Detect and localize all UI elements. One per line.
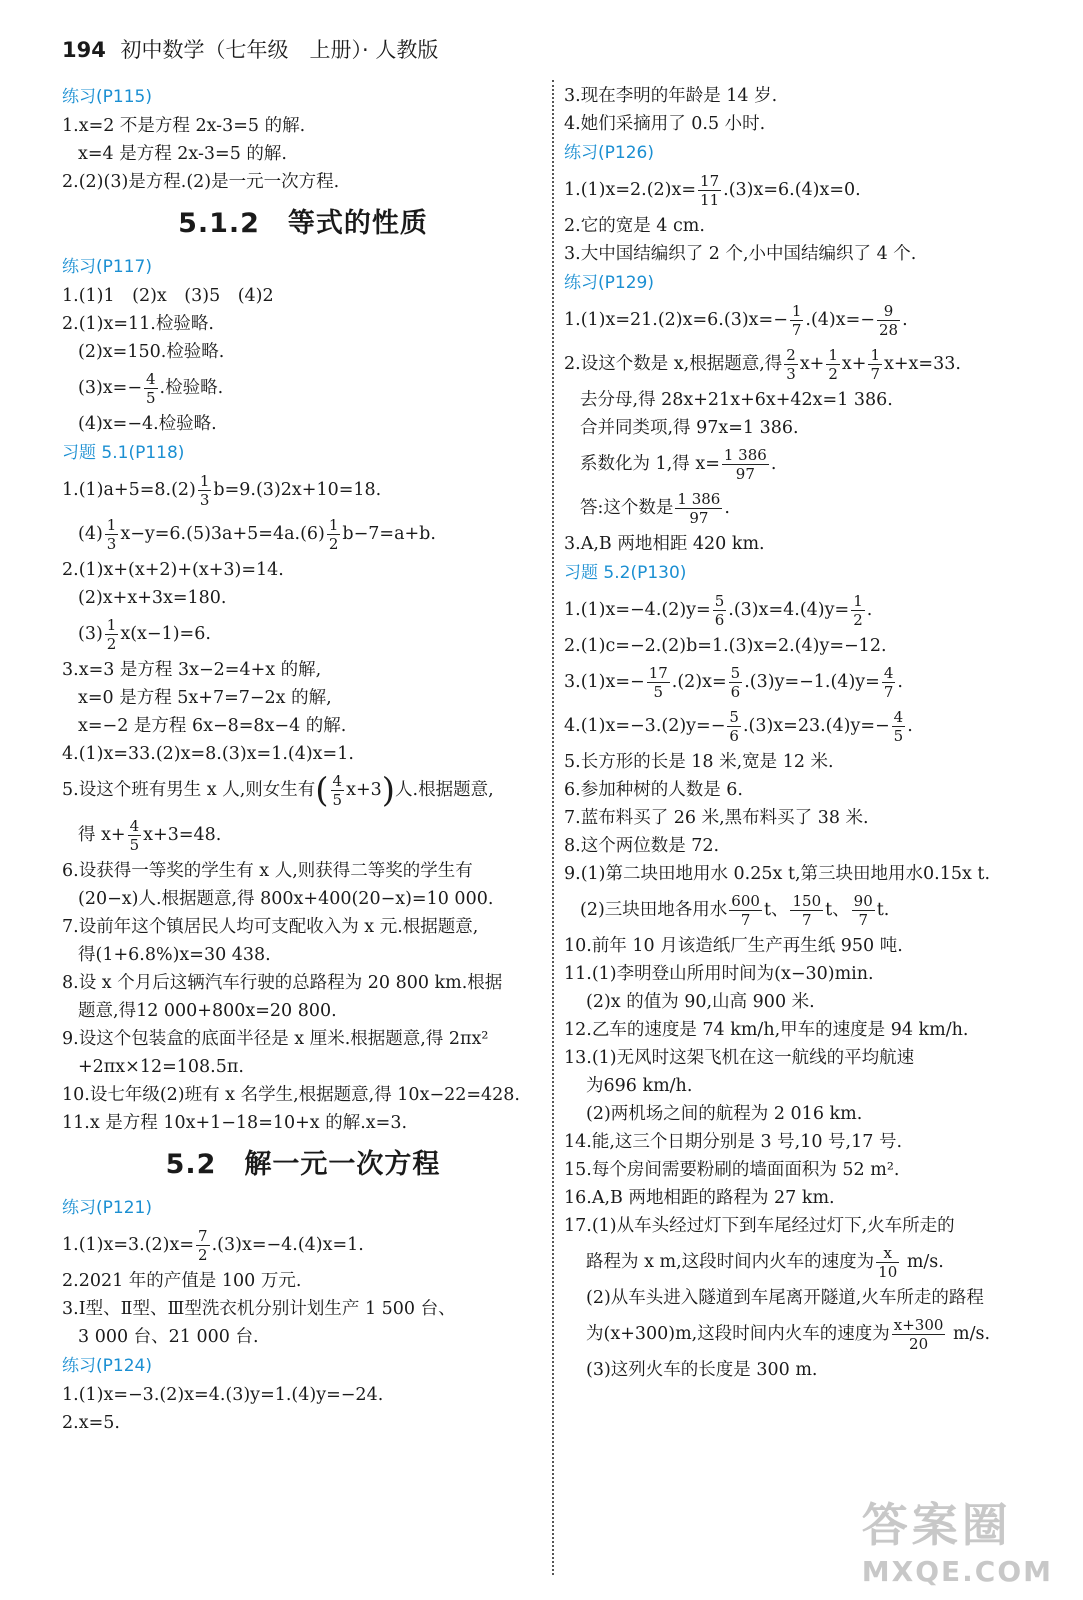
denominator: 2: [828, 365, 838, 383]
text: .: [866, 600, 873, 620]
section-label: 练习(P121): [62, 1197, 152, 1218]
answer-line: 2.2021 年的产值是 100 万元.: [62, 1270, 302, 1291]
text: (3): [78, 624, 103, 644]
denominator: 3: [199, 491, 210, 509]
answer-line: 2.它的宽是 4 cm.: [564, 216, 705, 236]
numerator: 4: [129, 816, 140, 835]
text: t.: [876, 900, 890, 920]
answer-line: 2.(1)x+(x+2)+(x+3)=14.: [62, 560, 284, 580]
fraction: [876, 1244, 899, 1281]
answer-line: 1.(1)x=−3.(2)x=4.(3)y=1.(4)y=−24.: [62, 1384, 384, 1405]
fraction: [105, 616, 119, 653]
text: .: [724, 498, 730, 518]
text: .检验略.: [159, 378, 224, 398]
numerator: 17: [648, 664, 668, 682]
numerator: 4: [883, 664, 894, 682]
text: m/s.: [947, 1324, 991, 1344]
right-column: [564, 82, 1044, 1384]
text: x+3=48.: [143, 824, 222, 845]
text: 1.(1)x=2.(2)x=: [564, 180, 697, 200]
numerator: 1: [199, 472, 210, 490]
numerator: 1: [828, 346, 838, 364]
numerator: 4: [145, 370, 156, 388]
numerator: 90: [853, 892, 873, 910]
answer-line: 15.每个房间需要粉刷的墙面面积为 52 m².: [564, 1160, 900, 1180]
numerator: 7: [198, 1226, 208, 1245]
denominator: 7: [740, 911, 751, 929]
numerator: 9: [877, 302, 900, 321]
text: x+3: [346, 780, 382, 800]
answer-line: [564, 442, 1044, 486]
answer-line: 去分母,得 28x+21x+6x+42x=1 386.: [580, 390, 893, 410]
answer-line: [62, 512, 544, 556]
denominator: 5: [893, 727, 904, 745]
text: x+: [799, 354, 825, 374]
answer-line: 3.x=3 是方程 3x−2=4+x 的解,: [62, 660, 322, 680]
answer-line: (2)x=150.检验略.: [78, 342, 225, 362]
fraction: [327, 516, 341, 553]
answer-line: 3.A,B 两地相距 420 km.: [564, 534, 765, 554]
watermark-url: MXQE.COM: [861, 1555, 1053, 1588]
answer-line: 16.A,B 两地相距的路程为 27 km.: [564, 1188, 835, 1208]
denominator: 3: [786, 365, 796, 383]
answer-line: 12.乙车的速度是 74 km/h,甲车的速度是 94 km/h.: [564, 1020, 969, 1040]
left-paren: (: [315, 770, 329, 811]
answer-line: (2)x+x+3x=180.: [78, 588, 227, 608]
text: b=9.(3)2x+10=18.: [213, 480, 382, 500]
text: .: [770, 454, 777, 474]
fraction: [128, 817, 142, 854]
denominator: 3: [106, 535, 117, 553]
text: 1.(1)x=−4.(2)y=: [564, 600, 711, 620]
answer-line: x=0 是方程 5x+7=7−2x 的解,: [78, 688, 332, 708]
page-number: 194: [62, 38, 106, 62]
answer-line: 3.Ⅰ型、Ⅱ型、Ⅲ型洗衣机分别计划生产 1 500 台、: [62, 1298, 456, 1319]
numerator: 17: [700, 172, 720, 190]
denominator: 10: [878, 1263, 898, 1281]
answer-line: 为696 km/h.: [586, 1076, 693, 1096]
column-divider: [552, 80, 554, 1575]
answer-line: 2.(2)(3)是方程.(2)是一元一次方程.: [62, 172, 340, 192]
answer-line: 7.设前年这个镇居民人均可支配收入为 x 元.根据题意,: [62, 916, 479, 937]
text: 2.设这个数是 x,根据题意,得: [564, 354, 783, 374]
watermark: [862, 1489, 1053, 1588]
answer-line: 11.x 是方程 10x+1−18=10+x 的解.x=3.: [62, 1112, 408, 1133]
fraction: [675, 490, 722, 527]
text: (3)x=−: [78, 378, 142, 398]
answer-line: 2.(1)c=−2.(2)b=1.(3)x=2.(4)y=−12.: [564, 636, 887, 656]
text: 人.根据题意,: [395, 780, 494, 800]
fraction: [196, 1227, 210, 1264]
answer-line: 11.(1)李明登山所用时间为(x−30)min.: [564, 964, 874, 984]
fraction: [198, 472, 212, 509]
fraction: [790, 302, 804, 339]
numerator: 1: [328, 516, 339, 534]
answer-line: 8.设 x 个月后这辆汽车行驶的总路程为 20 800 km.根据: [62, 972, 503, 993]
answer-line: 9.(1)第二块田地用水 0.25x t,第三块田地用水0.15x t.: [564, 864, 991, 884]
denominator: 7: [858, 911, 868, 929]
answer-line: [564, 888, 1044, 932]
text: x(x−1)=6.: [120, 624, 211, 644]
denominator: 2: [328, 535, 339, 553]
text: .(2)x=: [671, 672, 727, 692]
answer-line: x=4 是方程 2x-3=5 的解.: [78, 144, 287, 164]
text: b−7=a+b.: [342, 524, 436, 544]
answer-line: 9.设这个包装盒的底面半径是 x 厘米.根据题意,得 2πx²: [62, 1028, 489, 1049]
answer-line: [564, 1240, 1044, 1284]
answer-line: [62, 1223, 544, 1267]
answer-line: [564, 486, 1044, 530]
fraction: [868, 346, 882, 383]
fraction: [784, 346, 798, 383]
answer-line: +2πx×12=108.5π.: [78, 1056, 244, 1077]
answer-line: 7.蓝布料买了 26 米,黑布料买了 38 米.: [564, 808, 869, 828]
answer-line: 17.(1)从车头经过灯下到车尾经过灯下,火车所走的: [564, 1216, 955, 1236]
answer-line: 2.x=5.: [62, 1412, 120, 1433]
watermark-text: 答案圈: [861, 1498, 1012, 1552]
denominator: 7: [802, 911, 812, 929]
denominator: 28: [878, 321, 899, 339]
text: .(3)x=4.(4)y=: [728, 600, 850, 620]
answer-line: 2.(1)x=11.检验略.: [62, 314, 214, 334]
fraction: [892, 1316, 946, 1353]
text: .: [897, 672, 903, 692]
answer-line: [564, 342, 1044, 386]
answer-line: 14.能,这三个日期分别是 3 号,10 号,17 号.: [564, 1132, 903, 1152]
text: 答:这个数是: [580, 498, 674, 518]
numerator: 5: [714, 592, 725, 610]
numerator: 1: [870, 346, 880, 364]
section-label: 练习(P129): [564, 273, 654, 293]
answer-line: (4)x=−4.检验略.: [78, 414, 217, 434]
answer-line: x=−2 是方程 6x−8=8x−4 的解.: [78, 716, 347, 736]
fraction: [144, 370, 158, 407]
section-label: 练习(P117): [62, 257, 152, 277]
text: x+: [841, 354, 867, 374]
answer-line: [564, 588, 1044, 632]
answer-line: 10.设七年级(2)班有 x 名学生,根据题意,得 10x−22=428.: [62, 1084, 520, 1105]
answer-line: [62, 366, 544, 410]
text: .(3)y=−1.(4)y=: [744, 672, 880, 692]
answer-line: 1.(1)1 (2)x (3)5 (4)2: [62, 286, 274, 306]
text: 系数化为 1,得 x=: [580, 454, 720, 474]
answer-line: 3.现在李明的年龄是 14 岁.: [564, 86, 778, 106]
answer-line: (2)两机场之间的航程为 2 016 km.: [586, 1104, 863, 1124]
answer-line: [564, 168, 1044, 212]
numerator: x: [876, 1244, 899, 1263]
answer-line: 题意,得12 000+800x=20 800.: [78, 1000, 337, 1021]
answer-line: 8.这个两位数是 72.: [564, 836, 720, 856]
fraction: [331, 772, 345, 809]
answer-line: 10.前年 10 月该造纸厂生产再生纸 950 吨.: [564, 936, 903, 956]
fraction: [727, 708, 741, 745]
denominator: 7: [883, 683, 894, 701]
text: m/s.: [901, 1252, 944, 1272]
denominator: 20: [909, 1335, 929, 1353]
denominator: 2: [198, 1245, 208, 1264]
fraction: [882, 664, 896, 701]
numerator: 1: [853, 592, 863, 610]
fraction: [826, 346, 840, 383]
text: .(3)x=6.(4)x=0.: [723, 180, 861, 200]
fraction: [892, 708, 906, 745]
section-label: 练习(P115): [62, 87, 152, 107]
answer-line: 6.参加种树的人数是 6.: [564, 780, 743, 800]
answer-line: 13.(1)无风时这架飞机在这一航线的平均航速: [564, 1048, 915, 1068]
answer-line: (2)x 的值为 90,山高 900 米.: [586, 992, 815, 1012]
text: 4.(1)x=−3.(2)y=−: [564, 716, 726, 736]
text: x+x=33.: [884, 354, 961, 374]
numerator: 1: [791, 302, 802, 320]
numerator: 1 386: [723, 446, 767, 464]
answer-line: (3)这列火车的长度是 300 m.: [586, 1360, 818, 1380]
numerator: 1: [106, 616, 117, 634]
answer-line: [564, 298, 1044, 342]
denominator: 5: [653, 683, 663, 701]
fraction: [729, 664, 743, 701]
answer-line: 5.长方形的长是 18 米,宽是 12 米.: [564, 752, 834, 772]
text: 得 x+: [78, 824, 126, 845]
section-label: 习题 5.1(P118): [62, 443, 185, 463]
denominator: 2: [106, 635, 117, 653]
denominator: 6: [730, 683, 741, 701]
fraction: [713, 592, 727, 629]
text: t、: [825, 900, 850, 920]
answer-line: 4.她们采摘用了 0.5 小时.: [564, 114, 766, 134]
answer-line: 6.设获得一等奖的学生有 x 人,则获得二等奖的学生有: [62, 860, 473, 881]
fraction: [851, 592, 865, 629]
denominator: 11: [700, 191, 720, 209]
denominator: 7: [870, 365, 880, 383]
answer-line: 合并同类项,得 97x=1 386.: [580, 418, 799, 438]
numerator: x+300: [893, 1316, 944, 1334]
answer-line: [564, 1312, 1044, 1356]
numerator: 2: [786, 346, 796, 364]
section-label: 练习(P126): [564, 143, 654, 163]
answer-line: 1.x=2 不是方程 2x-3=5 的解.: [62, 116, 306, 136]
fraction: [722, 446, 769, 483]
text: .: [907, 716, 913, 736]
numerator: 5: [730, 664, 741, 682]
text: (4): [78, 524, 103, 544]
section-label: 练习(P124): [62, 1355, 152, 1376]
answer-line: 3 000 台、21 000 台.: [78, 1326, 259, 1347]
denominator: 7: [791, 321, 802, 339]
fraction: [790, 892, 823, 929]
answer-line: 3.大中国结编织了 2 个,小中国结编织了 4 个.: [564, 244, 917, 264]
numerator: 5: [729, 708, 739, 726]
denominator: 6: [714, 611, 725, 629]
fraction: [877, 302, 900, 339]
denominator: 5: [129, 835, 140, 854]
answer-line: (20−x)人.根据题意,得 800x+400(20−x)=10 000.: [78, 888, 494, 909]
text: 1.(1)x=3.(2)x=: [62, 1234, 195, 1255]
text: 1.(1)x=21.(2)x=6.(3)x=−: [564, 310, 788, 330]
text: .(4)x=−: [805, 310, 875, 330]
text: 路程为 x m,这段时间内火车的速度为: [586, 1252, 875, 1272]
numerator: 4: [893, 708, 904, 726]
numerator: 600: [731, 892, 760, 910]
section-heading: 5.1.2 等式的性质: [178, 208, 428, 239]
numerator: 1: [106, 516, 117, 534]
text: (2)三块田地各用水: [580, 900, 728, 920]
numerator: 4: [332, 772, 343, 790]
denominator: 6: [729, 727, 739, 745]
text: 3.(1)x=−: [564, 672, 645, 692]
left-column: [62, 82, 544, 1437]
numerator: 1 386: [677, 490, 721, 508]
denominator: 2: [853, 611, 863, 629]
answer-line: [62, 612, 544, 656]
fraction: [729, 892, 762, 929]
answer-line: [564, 704, 1044, 748]
text: t、: [763, 900, 789, 920]
answer-line: [564, 660, 1044, 704]
denominator: 5: [332, 791, 343, 809]
fraction: [852, 892, 875, 929]
text: .(3)x=−4.(4)x=1.: [211, 1234, 364, 1255]
answer-line: 4.(1)x=33.(2)x=8.(3)x=1.(4)x=1.: [62, 744, 354, 764]
text: 1.(1)a+5=8.(2): [62, 480, 196, 500]
section-label: 习题 5.2(P130): [564, 563, 687, 583]
numerator: 150: [792, 892, 822, 910]
page-header: [62, 34, 438, 64]
answer-line: [62, 768, 544, 813]
text: .: [902, 310, 908, 330]
answer-line: (2)从车头进入隧道到车尾离开隧道,火车所走的路程: [586, 1288, 984, 1308]
section-heading: 5.2 解一元一次方程: [165, 1148, 441, 1180]
denominator: 5: [145, 389, 156, 407]
text: x−y=6.(5)3a+5=4a.(6): [120, 524, 325, 544]
text: .(3)x=23.(4)y=−: [742, 716, 890, 736]
text: 为(x+300)m,这段时间内火车的速度为: [586, 1324, 890, 1344]
answer-line: [62, 813, 544, 857]
right-paren: ): [381, 770, 396, 811]
fraction: [698, 172, 721, 209]
answer-line: [62, 468, 544, 512]
denominator: 97: [735, 465, 755, 483]
text: 5.设这个班有男生 x 人,则女生有: [62, 780, 316, 800]
denominator: 97: [689, 509, 709, 527]
answer-line: 得(1+6.8%)x=30 438.: [78, 944, 271, 965]
fraction: [647, 664, 670, 701]
book-title: 初中数学（七年级 上册）· 人教版: [120, 38, 439, 62]
fraction: [105, 516, 119, 553]
